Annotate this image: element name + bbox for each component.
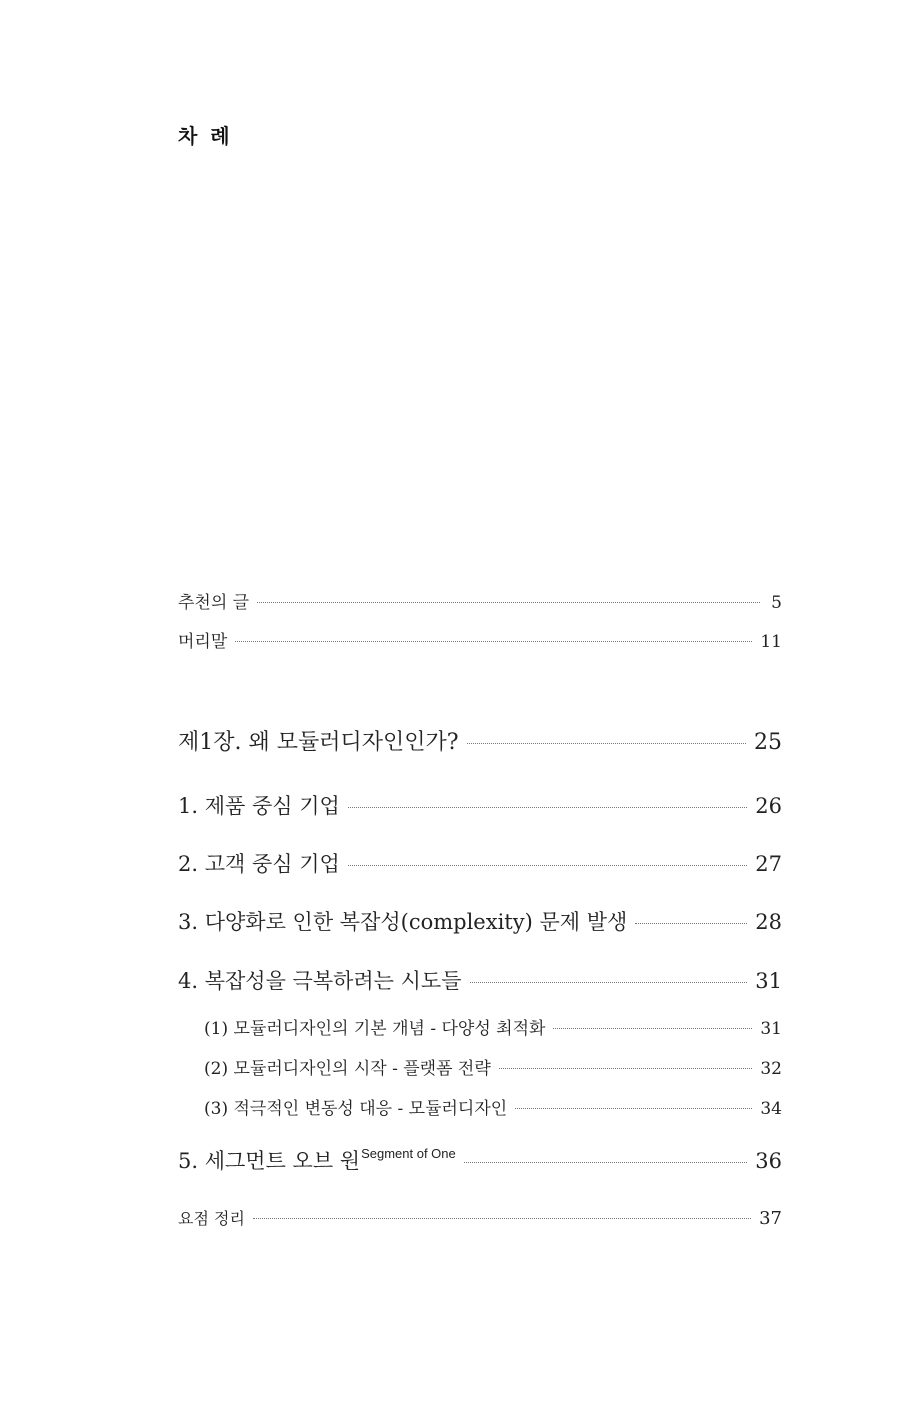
toc-entry-title: 머리말	[178, 632, 228, 652]
toc-chapter-1[interactable]	[178, 725, 782, 756]
toc-section-title: 2. 고객 중심 기업	[178, 852, 340, 876]
toc-subsection-title: (1) 모듈러디자인의 기본 개념 - 다양성 최적화	[204, 1019, 546, 1039]
toc-page-number: 27	[755, 852, 782, 876]
toc-page-number: 25	[754, 730, 782, 755]
dot-leader	[235, 641, 752, 642]
dot-leader	[553, 1028, 752, 1029]
toc-entry-title: 요점 정리	[178, 1209, 245, 1228]
dot-leader	[515, 1108, 752, 1109]
toc-section-title	[178, 1145, 456, 1175]
toc-section-title: 4. 복잡성을 극복하려는 시도들	[178, 969, 462, 993]
toc-page-number: 11	[760, 632, 782, 652]
toc-entry-recommendation[interactable]	[178, 588, 782, 613]
toc-section-3[interactable]	[178, 906, 782, 936]
toc-page-number: 26	[755, 794, 782, 818]
dot-leader	[348, 865, 747, 866]
dot-leader	[470, 982, 748, 983]
toc-section-1[interactable]	[178, 790, 782, 820]
dot-leader	[499, 1068, 753, 1069]
toc-section-english-term: Segment of One	[361, 1146, 456, 1161]
toc-page-number: 31	[760, 1019, 782, 1039]
dot-leader	[635, 923, 747, 924]
toc-subsection-title: (2) 모듈러디자인의 시작 - 플랫폼 전략	[204, 1059, 491, 1079]
toc-page-number: 31	[755, 969, 782, 993]
toc-section-title: 1. 제품 중심 기업	[178, 794, 340, 818]
toc-section-title-text: 5. 세그먼트 오브 원	[178, 1149, 361, 1173]
dot-leader	[464, 1162, 748, 1163]
toc-chapter-title: 제1장. 왜 모듈러디자인인가?	[178, 730, 459, 755]
dot-leader	[253, 1218, 751, 1219]
dot-leader	[467, 743, 746, 744]
toc-page-number: 5	[771, 593, 782, 613]
toc-section-2[interactable]	[178, 848, 782, 878]
toc-subsection-3[interactable]	[178, 1094, 782, 1119]
toc-subsection-title: (3) 적극적인 변동성 대응 - 모듈러디자인	[204, 1099, 508, 1119]
toc-entry-title: 추천의 글	[178, 593, 250, 613]
page-title: 차 례	[178, 124, 233, 148]
toc-page-number: 36	[755, 1149, 782, 1173]
toc-page-number: 37	[759, 1208, 782, 1229]
toc-section-title: 3. 다양화로 인한 복잡성(complexity) 문제 발생	[178, 910, 628, 934]
toc-page-number: 34	[760, 1099, 782, 1119]
dot-leader	[257, 602, 760, 603]
toc-subsection-1[interactable]	[178, 1014, 782, 1039]
dot-leader	[348, 807, 747, 808]
toc-page-number: 28	[755, 910, 782, 934]
toc-page-number: 32	[760, 1059, 782, 1079]
toc-section-5[interactable]	[178, 1145, 782, 1175]
toc-section-4[interactable]	[178, 965, 782, 995]
toc-subsection-2[interactable]	[178, 1054, 782, 1079]
toc-entry-preface[interactable]	[178, 627, 782, 652]
toc-entry-summary[interactable]	[178, 1206, 782, 1229]
